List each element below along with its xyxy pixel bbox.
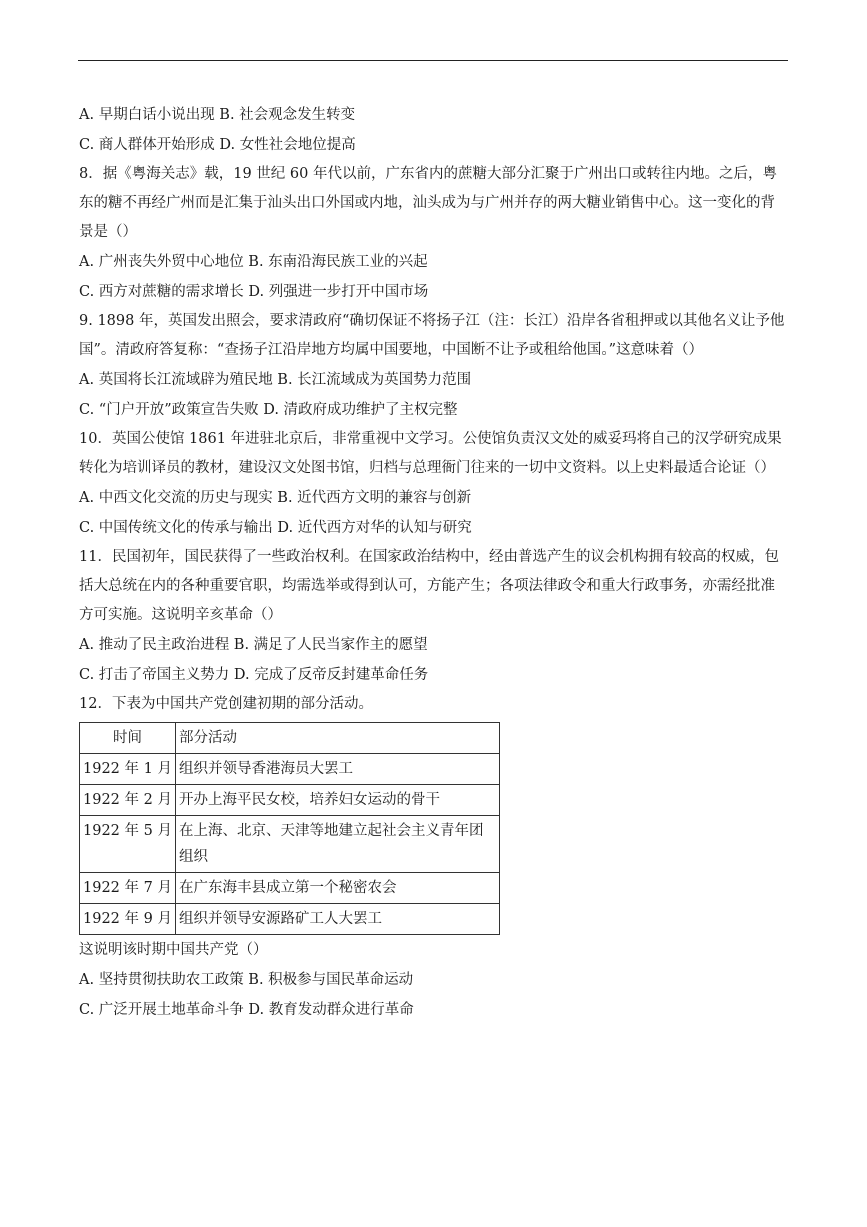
table-header-time: 时间 <box>80 723 176 754</box>
q8-stem: 8．据《粤海关志》载，19 世纪 60 年代以前，广东省内的蔗糖大部分汇聚于广州出口或转往内地。之后，粤东的糖不再经广州而是汇集于汕头出口外国或内地，汕头成为与广州并存的两大糖业销售中心。这一变化的背景是（） <box>79 166 777 240</box>
q11-options-cd: C. 打击了帝国主义势力 D. 完成了反帝反封建革命任务 <box>79 667 429 683</box>
table-row <box>80 904 500 935</box>
table-cell-activity: 开办上海平民女校，培养妇女运动的骨干 <box>175 785 499 816</box>
q11-options-ab: A. 推动了民主政治进程 B. 满足了人民当家作主的愿望 <box>79 637 428 653</box>
table-cell-activity: 组织并领导安源路矿工人大罢工 <box>175 904 499 935</box>
table-row <box>80 754 500 785</box>
q12-followup: 这说明该时期中国共产党（） <box>79 942 268 958</box>
q9-options-cd: C. “门户开放”政策宣告失败 D. 清政府成功维护了主权完整 <box>79 402 458 418</box>
q12-options-ab: A. 坚持贯彻扶助农工政策 B. 积极参与国民革命运动 <box>79 972 414 988</box>
table-row <box>80 816 500 873</box>
table-cell-activity: 组织并领导香港海员大罢工 <box>175 754 499 785</box>
q10-stem: 10．英国公使馆 1861 年进驻北京后，非常重视中文学习。公使馆负责汉文处的威妥玛将自己的汉学研究成果转化为培训译员的教材，建设汉文处图书馆，归档与总理衙门往来的一切中文资料。以上史料最适合论证（） <box>79 431 782 476</box>
table-header-activity: 部分活动 <box>175 723 499 754</box>
q10-options-ab: A. 中西文化交流的历史与现实 B. 近代西方文明的兼容与创新 <box>79 490 472 506</box>
table-cell-time: 1922 年 7 月 <box>80 873 176 904</box>
table-cell-time: 1922 年 1 月 <box>80 754 176 785</box>
q12-stem: 12．下表为中国共产党创建初期的部分活动。 <box>79 696 373 712</box>
header-rule <box>78 60 788 61</box>
table-cell-activity: 在广东海丰县成立第一个秘密农会 <box>175 873 499 904</box>
q9-stem: 9. 1898 年，英国发出照会，要求清政府“确切保证不将扬子江（注：长江）沿岸各省租押或以其他名义让予他国”。清政府答复称：“查扬子江沿岸地方均属中国要地，中国断不让予或租给他国。”这意味着（） <box>79 313 785 358</box>
exam-content <box>79 100 789 1025</box>
table-cell-time: 1922 年 2 月 <box>80 785 176 816</box>
table-row <box>80 873 500 904</box>
q9-options-ab: A. 英国将长江流域辟为殖民地 B. 长江流域成为英国势力范围 <box>79 372 472 388</box>
q7-options-ab: A. 早期白话小说出现 B. 社会观念发生转变 <box>79 107 356 123</box>
q8-options-cd: C. 西方对蔗糖的需求增长 D. 列强进一步打开中国市场 <box>79 284 429 300</box>
table-cell-activity: 在上海、北京、天津等地建立起社会主义青年团组织 <box>175 816 499 873</box>
q7-options-cd: C. 商人群体开始形成 D. 女性社会地位提高 <box>79 137 356 153</box>
table-cell-time: 1922 年 9 月 <box>80 904 176 935</box>
activity-table <box>79 722 500 935</box>
table-row <box>80 785 500 816</box>
table-cell-time: 1922 年 5 月 <box>80 816 176 873</box>
q12-options-cd: C. 广泛开展土地革命斗争 D. 教育发动群众进行革命 <box>79 1002 414 1018</box>
table-header-row <box>80 723 500 754</box>
q11-stem: 11．民国初年，国民获得了一些政治权利。在国家政治结构中，经由普选产生的议会机构拥有较高的权威，包括大总统在内的各种重要官职，均需选举或得到认可，方能产生；各项法律政令和重大行政事务，亦需经批准方可实施。这说明辛亥革命（） <box>79 549 779 623</box>
q10-options-cd: C. 中国传统文化的传承与输出 D. 近代西方对华的认知与研究 <box>79 520 472 536</box>
q8-options-ab: A. 广州丧失外贸中心地位 B. 东南沿海民族工业的兴起 <box>79 254 428 270</box>
